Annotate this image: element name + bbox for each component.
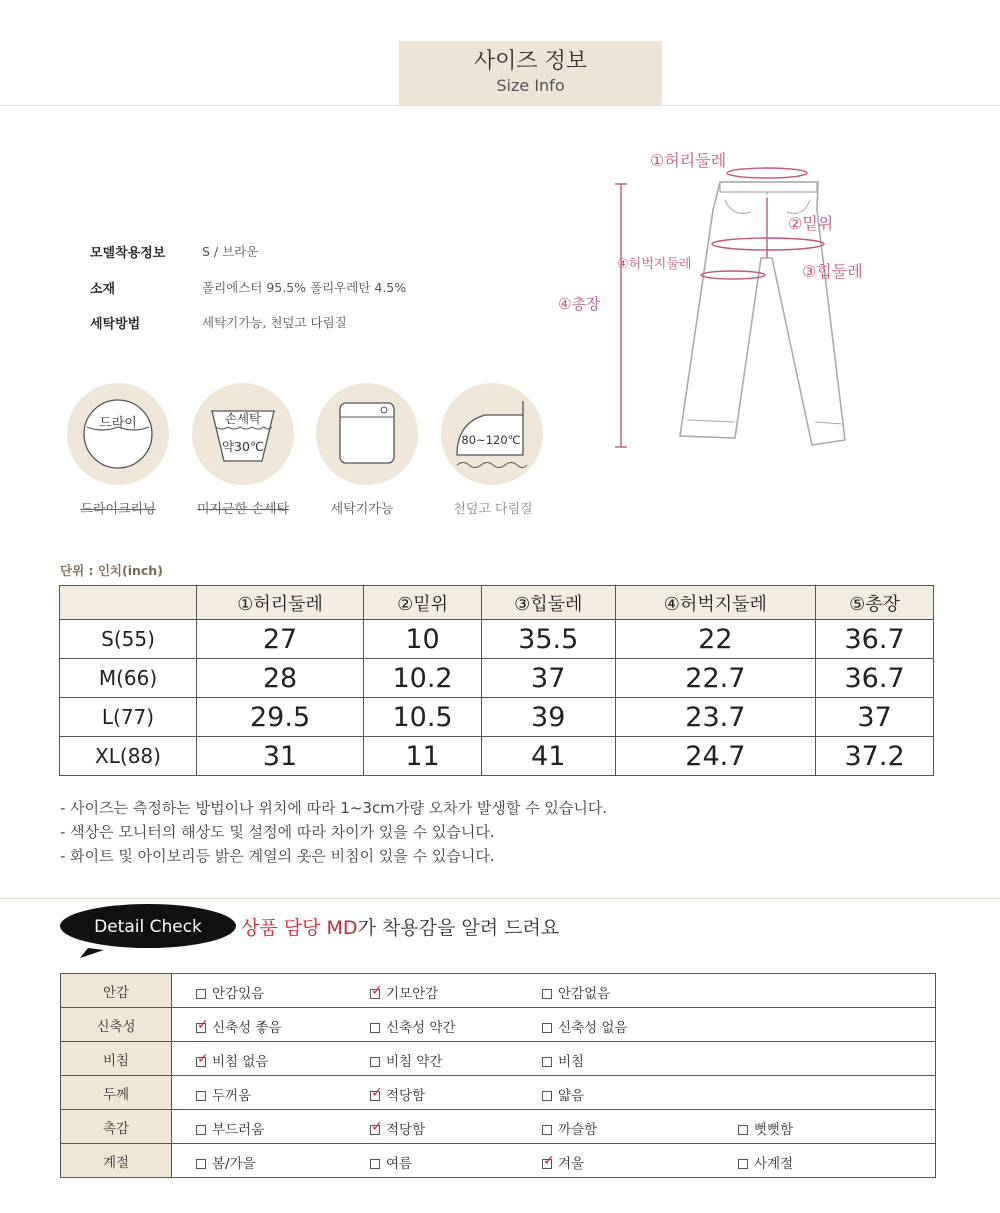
checkbox: [370, 1057, 380, 1067]
value-cell: 35.5: [481, 620, 615, 659]
size-notes: [60, 796, 607, 868]
checkbox-checked: [542, 1159, 552, 1169]
checkbox: [196, 1091, 206, 1101]
check-row-label: 안감: [61, 974, 172, 1008]
heading-md: 상품 담당 MD: [241, 917, 358, 939]
value-cell: 10.2: [364, 659, 482, 698]
label-rise: ②밑위: [788, 214, 834, 233]
info-key: 소재: [90, 282, 116, 297]
option-label: 신축성 없음: [558, 1020, 628, 1036]
label-thigh: ④허벅지둘레: [617, 257, 692, 272]
check-option: [370, 1050, 442, 1070]
column-header: ②밑위: [364, 586, 482, 620]
checkbox-checked: [370, 1125, 380, 1135]
option-label: 안감없음: [558, 986, 611, 1002]
info-key: 세탁방법: [90, 317, 141, 332]
check-options: [172, 1076, 936, 1110]
checkbox: [196, 1159, 206, 1169]
hand-wash-icon: [192, 383, 294, 485]
checkbox: [542, 1023, 552, 1033]
hip-marker: [712, 238, 824, 250]
size-cell: M(66): [60, 659, 197, 698]
check-option: [542, 1084, 584, 1104]
option-label: 여름: [386, 1156, 413, 1172]
check-row-thickness: [61, 1076, 936, 1110]
checkbox: [542, 989, 552, 999]
info-value: 폴리에스터 95.5% 폴리우레탄 4.5%: [202, 280, 407, 295]
check-option: [196, 1016, 282, 1036]
check-option: [196, 1118, 264, 1138]
value-cell: 36.7: [816, 620, 934, 659]
checkbox: [196, 1125, 206, 1135]
check-option: [542, 1016, 628, 1036]
checkbox-checked: [370, 1091, 380, 1101]
checkbox: [542, 1125, 552, 1135]
column-header: ①허리둘레: [197, 586, 364, 620]
check-options: [172, 1008, 936, 1042]
option-label: 비침 없음: [212, 1054, 269, 1070]
detail-check-table: [60, 973, 936, 1178]
title-korean: 사이즈 정보: [473, 49, 588, 74]
iron-icon-text: 80~120℃: [461, 433, 521, 447]
check-option: [542, 1118, 597, 1138]
care-label-machine-wash: 세탁기가능: [330, 502, 394, 517]
option-label: 비침 약간: [386, 1054, 443, 1070]
check-option: [370, 1152, 412, 1172]
option-label: 두꺼움: [212, 1088, 252, 1104]
check-option: [370, 1084, 425, 1104]
checkbox-checked: [196, 1057, 206, 1067]
label-length: ④총장: [558, 295, 601, 313]
label-hip: ③힙둘레: [802, 262, 863, 281]
table-row: [60, 737, 934, 776]
checkbox: [542, 1057, 552, 1067]
value-cell: 39: [481, 698, 615, 737]
check-row-label: 신축성: [61, 1008, 172, 1042]
check-option: [196, 1084, 251, 1104]
value-cell: 37: [481, 659, 615, 698]
option-label: 사계절: [754, 1156, 794, 1172]
note-line: - 사이즈는 측정하는 방법이나 위치에 따라 1~3cm가량 오차가 발생할 수 있습니다.: [60, 799, 608, 817]
option-label: 비침: [558, 1054, 585, 1070]
check-options: [172, 1042, 936, 1076]
check-options: [172, 974, 936, 1008]
care-label-ironing: 천덮고 다림질: [453, 502, 533, 517]
value-cell: 37.2: [816, 737, 934, 776]
checkbox-checked: [370, 989, 380, 999]
column-header: ③힙둘레: [481, 586, 615, 620]
check-option: [738, 1152, 793, 1172]
checkbox-checked: [196, 1023, 206, 1033]
option-label: 얇음: [558, 1088, 585, 1104]
value-cell: 27: [197, 620, 364, 659]
size-cell: S(55): [60, 620, 197, 659]
value-cell: 24.7: [615, 737, 816, 776]
option-label: 신축성 좋음: [212, 1020, 282, 1036]
table-row: [60, 659, 934, 698]
option-label: 부드러움: [212, 1122, 265, 1138]
hand-icon-text2: 약30℃: [221, 439, 265, 454]
checkbox: [370, 1023, 380, 1033]
size-table: [59, 585, 934, 776]
check-row-label: 두께: [61, 1076, 172, 1110]
check-option: [370, 1118, 425, 1138]
unit-label: 단위 : 인치(inch): [60, 563, 163, 578]
check-option: [542, 1050, 584, 1070]
checkbox: [196, 989, 206, 999]
value-cell: 11: [364, 737, 482, 776]
check-options: [172, 1110, 936, 1144]
option-label: 뻣뻣함: [754, 1122, 794, 1138]
checkbox: [370, 1159, 380, 1169]
value-cell: 37: [816, 698, 934, 737]
measure-lines: [615, 168, 824, 447]
value-cell: 29.5: [197, 698, 364, 737]
checkbox: [542, 1091, 552, 1101]
check-option: [370, 982, 438, 1002]
note-line: - 색상은 모니터의 해상도 및 설정에 따라 차이가 있을 수 있습니다.: [60, 823, 495, 841]
value-cell: 23.7: [615, 698, 816, 737]
info-value: S / 브라운: [202, 244, 259, 259]
checkbox: [738, 1125, 748, 1135]
info-value: 세탁기가능, 천덮고 다림질: [202, 315, 347, 330]
value-cell: 36.7: [816, 659, 934, 698]
column-header: ⑤총장: [816, 586, 934, 620]
header-divider: [0, 105, 1000, 106]
pants-measurement-diagram: [555, 140, 885, 460]
checkbox: [738, 1159, 748, 1169]
check-option: [370, 1016, 456, 1036]
dry-clean-icon: [67, 383, 169, 485]
size-table-header: [60, 586, 934, 620]
care-label-hand-wash: 미지근한 손세탁: [196, 502, 290, 517]
check-option: [196, 1152, 256, 1172]
value-cell: 28: [197, 659, 364, 698]
size-info-title: [399, 41, 662, 105]
detail-check-heading: [241, 913, 559, 940]
check-option: [542, 982, 610, 1002]
check-option: [196, 982, 264, 1002]
option-label: 기모안감: [386, 986, 439, 1002]
option-label: 적당함: [386, 1088, 426, 1104]
option-label: 적당함: [386, 1122, 426, 1138]
check-option: [542, 1152, 584, 1172]
table-row: [60, 620, 934, 659]
hand-icon-text1: 손세탁: [224, 411, 262, 426]
check-row-label: 계절: [61, 1144, 172, 1178]
bubble-text: Detail Check: [94, 917, 202, 937]
label-waist: ①허리둘레: [650, 151, 727, 170]
iron-icon: [441, 383, 543, 485]
table-row: [60, 698, 934, 737]
size-cell: L(77): [60, 698, 197, 737]
value-cell: 22: [615, 620, 816, 659]
option-label: 봄/가을: [212, 1156, 256, 1172]
option-label: 안감있음: [212, 986, 265, 1002]
title-english: Size Info: [496, 76, 565, 95]
value-cell: 22.7: [615, 659, 816, 698]
check-option: [196, 1050, 268, 1070]
check-row-season: [61, 1144, 936, 1178]
option-label: 겨울: [558, 1156, 585, 1172]
dry-icon-text: 드라이: [99, 416, 137, 431]
thigh-marker: [701, 271, 765, 279]
note-line: - 화이트 및 아이보리등 밝은 계열의 옷은 비침이 있을 수 있습니다.: [60, 847, 495, 865]
check-row-label: 비침: [61, 1042, 172, 1076]
value-cell: 41: [481, 737, 615, 776]
check-row-lining: [61, 974, 936, 1008]
detail-check-bubble: [58, 904, 238, 960]
value-cell: 10.5: [364, 698, 482, 737]
check-option: [738, 1118, 793, 1138]
section-divider: [0, 898, 1000, 899]
option-label: 신축성 약간: [386, 1020, 456, 1036]
value-cell: 31: [197, 737, 364, 776]
check-row-texture: [61, 1110, 936, 1144]
info-key: 모델착용정보: [90, 246, 166, 261]
waist-marker: [727, 168, 807, 178]
heading-rest: 가 착용감을 알려 드려요: [357, 917, 560, 939]
check-row-sheer: [61, 1042, 936, 1076]
check-options: [172, 1144, 936, 1178]
size-cell: XL(88): [60, 737, 197, 776]
check-row-stretch: [61, 1008, 936, 1042]
care-label-dry-clean: 드라이크리닝: [80, 502, 156, 517]
check-row-label: 촉감: [61, 1110, 172, 1144]
washing-machine-icon: [316, 383, 418, 485]
column-header: [60, 586, 197, 620]
option-label: 까슬함: [558, 1122, 598, 1138]
value-cell: 10: [364, 620, 482, 659]
column-header: ④허벅지둘레: [615, 586, 816, 620]
